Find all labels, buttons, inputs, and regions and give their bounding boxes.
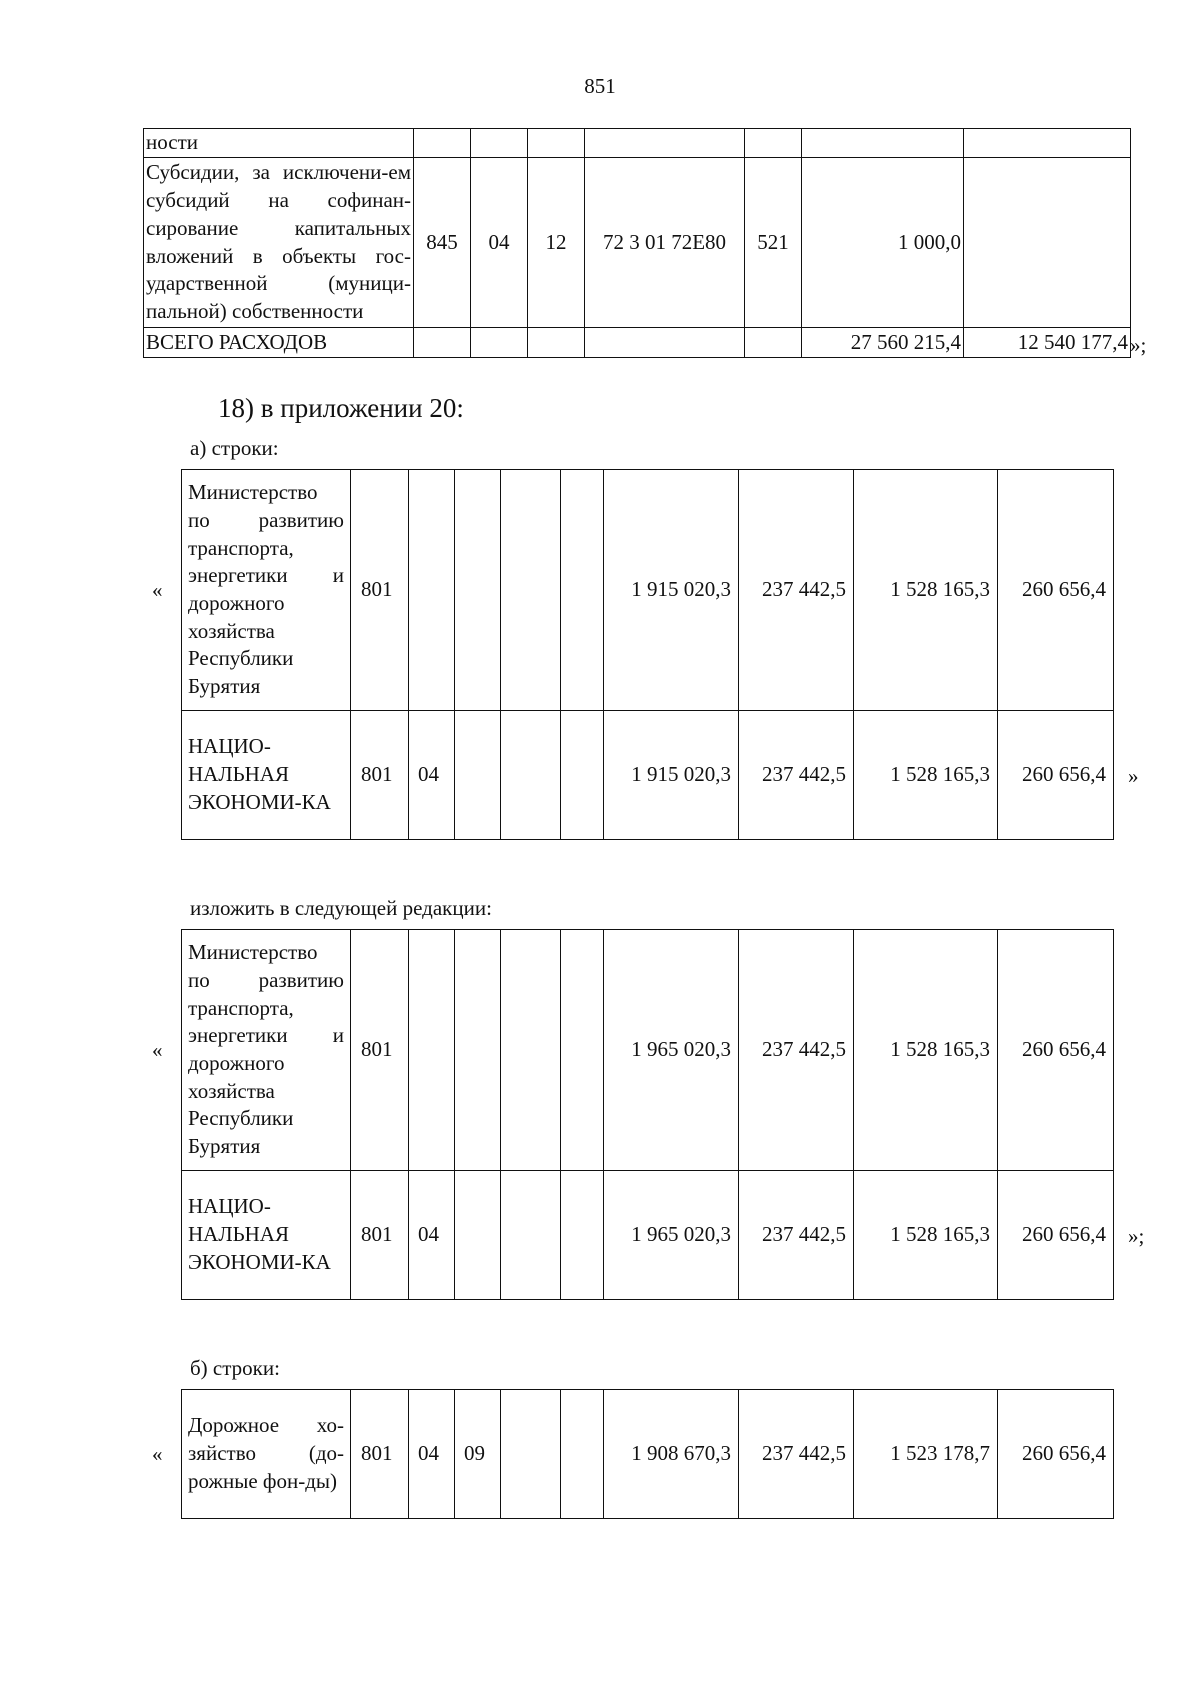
cell-section: 04 xyxy=(409,711,455,840)
cell-value-2: 237 442,5 xyxy=(739,930,854,1171)
cell-amount-2 xyxy=(964,158,1131,328)
row-label: Дорожное хо-зяйство (до-рожные фон-ды) xyxy=(182,1390,351,1519)
cell-subsection: 12 xyxy=(528,158,585,328)
end-quote-mark: »; xyxy=(1130,333,1147,357)
row-label: Министерство по развитию транспорта, энергетики и дорожного хозяйства Республики Бурятия xyxy=(182,930,351,1171)
row-label: ВСЕГО РАСХОДОВ xyxy=(144,328,414,358)
cell-ministry-code: 801 xyxy=(351,711,409,840)
cell-amount-1: 1 000,0 xyxy=(802,158,964,328)
cell-section: 04 xyxy=(409,1390,455,1519)
table-row xyxy=(144,129,1131,158)
cell-section: 04 xyxy=(409,1171,455,1300)
cell-target-article: 72 3 01 72Е80 xyxy=(585,158,745,328)
section-b-label: б) строки: xyxy=(190,1356,280,1380)
close-quote-mark: » xyxy=(1128,764,1139,788)
cell-total-1: 27 560 215,4 xyxy=(802,328,964,358)
expenses-table xyxy=(143,128,1131,358)
cell-total-2: 12 540 177,4 xyxy=(964,328,1131,358)
appendix-table-new xyxy=(181,929,1114,1300)
close-quote-mark: »; xyxy=(1128,1224,1145,1248)
row-label: ности xyxy=(144,129,414,158)
cell-value-4: 260 656,4 xyxy=(998,1390,1114,1519)
cell-ministry-code: 845 xyxy=(414,158,471,328)
cell-value-2: 237 442,5 xyxy=(739,711,854,840)
table-row xyxy=(144,158,1131,328)
open-quote-mark: « xyxy=(152,1038,163,1062)
new-edition-label: изложить в следующей редакции: xyxy=(190,896,492,920)
page-number: 851 xyxy=(584,74,616,98)
cell-ministry-code: 801 xyxy=(351,930,409,1171)
cell-section: 04 xyxy=(471,158,528,328)
cell-value-4: 260 656,4 xyxy=(998,711,1114,840)
table-row xyxy=(182,711,1114,840)
cell-subsection: 09 xyxy=(455,1390,501,1519)
cell-value-2: 237 442,5 xyxy=(739,470,854,711)
row-label: Субсидии, за исключени-ем субсидий на софинан-сирование капитальных вложений в объекты гос-ударственной (муници-пальной) собственности xyxy=(144,158,414,328)
cell-value-3: 1 528 165,3 xyxy=(854,711,998,840)
cell-value-1: 1 915 020,3 xyxy=(604,711,739,840)
cell-value-3: 1 528 165,3 xyxy=(854,930,998,1171)
cell-value-4: 260 656,4 xyxy=(998,1171,1114,1300)
table-row xyxy=(182,1171,1114,1300)
cell-expense-type: 521 xyxy=(745,158,802,328)
cell-value-2: 237 442,5 xyxy=(739,1171,854,1300)
cell-value-3: 1 528 165,3 xyxy=(854,470,998,711)
appendix-table-road xyxy=(181,1389,1114,1519)
table-row xyxy=(182,1390,1114,1519)
cell-value-1: 1 908 670,3 xyxy=(604,1390,739,1519)
section-a-label: а) строки: xyxy=(190,436,279,460)
cell-ministry-code: 801 xyxy=(351,1171,409,1300)
cell-value-4: 260 656,4 xyxy=(998,930,1114,1171)
open-quote-mark: « xyxy=(152,578,163,602)
cell-value-1: 1 965 020,3 xyxy=(604,1171,739,1300)
row-label: НАЦИО-НАЛЬНАЯ ЭКОНОМИ-КА xyxy=(182,1171,351,1300)
cell-value-3: 1 523 178,7 xyxy=(854,1390,998,1519)
cell-value-2: 237 442,5 xyxy=(739,1390,854,1519)
cell-ministry-code: 801 xyxy=(351,1390,409,1519)
row-label: НАЦИО-НАЛЬНАЯ ЭКОНОМИ-КА xyxy=(182,711,351,840)
appendix-table-old xyxy=(181,469,1114,840)
cell-value-3: 1 528 165,3 xyxy=(854,1171,998,1300)
row-label: Министерство по развитию транспорта, энергетики и дорожного хозяйства Республики Бурятия xyxy=(182,470,351,711)
table-row xyxy=(144,328,1131,358)
cell-value-1: 1 965 020,3 xyxy=(604,930,739,1171)
open-quote-mark: « xyxy=(152,1442,163,1466)
cell-ministry-code: 801 xyxy=(351,470,409,711)
cell-value-4: 260 656,4 xyxy=(998,470,1114,711)
table-row xyxy=(182,930,1114,1171)
table-row xyxy=(182,470,1114,711)
cell-value-1: 1 915 020,3 xyxy=(604,470,739,711)
section-heading: 18) в приложении 20: xyxy=(218,393,464,423)
